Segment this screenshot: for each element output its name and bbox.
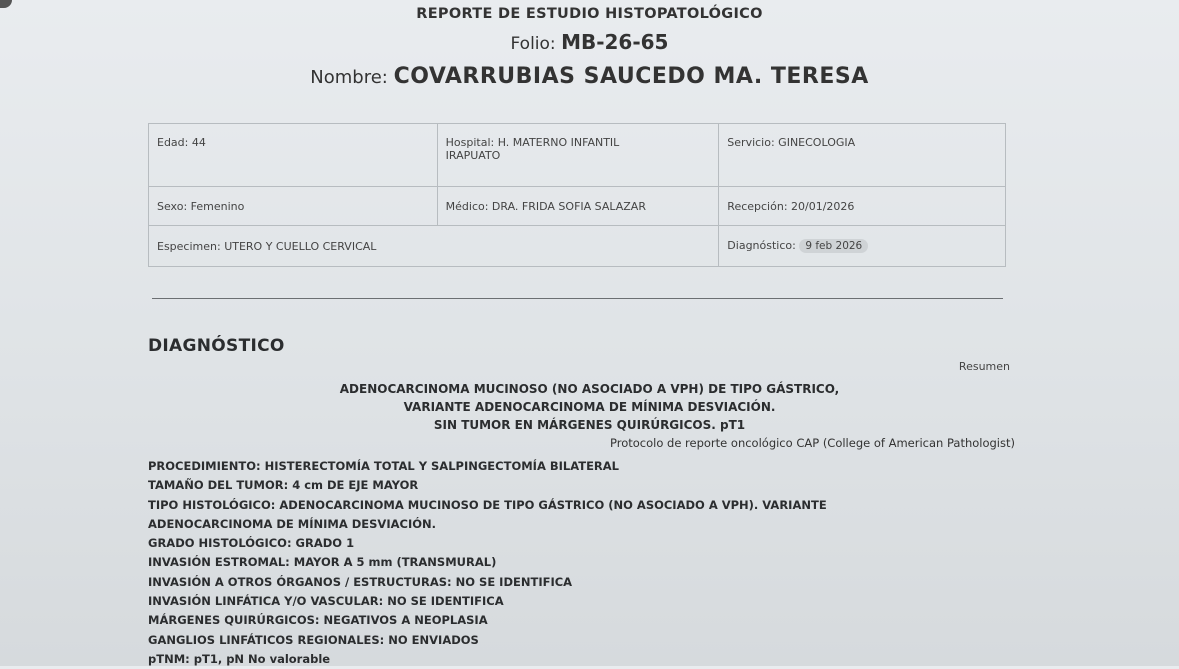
- servicio-cell: Servicio: GINECOLOGIA: [719, 124, 1006, 187]
- diagnosis-line-3: SIN TUMOR EN MÁRGENES QUIRÚRGICOS. pT1: [433, 418, 746, 432]
- cap-protocol-note: Protocolo de reporte oncológico CAP (College of American Pathologist): [609, 436, 1015, 450]
- folio: [0, 30, 1179, 54]
- field-grado-histologico: GRADO HISTOLÓGICO: GRADO 1: [148, 536, 355, 551]
- medico-cell: Médico: DRA. FRIDA SOFIA SALAZAR: [437, 187, 719, 226]
- section-divider: [152, 298, 1003, 299]
- patient-info-table: [148, 123, 1006, 267]
- nombre-value: COVARRUBIAS SAUCEDO MA. TERESA: [393, 64, 869, 89]
- field-ganglios: GANGLIOS LINFÁTICOS REGIONALES: NO ENVIADOS: [148, 632, 479, 647]
- diagnostico-label: Diagnóstico:: [727, 239, 796, 252]
- field-ptnm: pTNM: pT1, pN No valorable: [148, 651, 331, 666]
- field-margenes: MÁRGENES QUIRÚRGICOS: NEGATIVOS A NEOPLASIA: [148, 613, 488, 628]
- patient-name: [0, 64, 1179, 89]
- folio-label: Folio:: [510, 34, 556, 54]
- edad-cell: Edad: 44: [149, 124, 438, 187]
- diagnostico-date-chip[interactable]: 9 feb 2026: [799, 239, 868, 253]
- field-tipo-histologico: TIPO HISTOLÓGICO: ADENOCARCINOMA MUCINOSO DE TIPO GÁSTRICO (NO ASOCIADO A VPH). VARIANTE: [148, 497, 827, 512]
- field-invasion-organos: INVASIÓN A OTROS ÓRGANOS / ESTRUCTURAS: NO SE IDENTIFICA: [148, 574, 573, 589]
- nombre-label: Nombre:: [310, 67, 388, 88]
- diagnosis-line-2: VARIANTE ADENOCARCINOMA DE MÍNIMA DESVIACIÓN.: [403, 400, 776, 414]
- recepcion-cell: Recepción: 20/01/2026: [719, 187, 1006, 226]
- report-title: REPORTE DE ESTUDIO HISTOPATOLÓGICO: [416, 6, 763, 22]
- especimen-cell: Especimen: UTERO Y CUELLO CERVICAL: [149, 226, 719, 267]
- hospital-line-2: IRAPUATO: [445, 149, 501, 162]
- diagnosis-line-1: ADENOCARCINOMA MUCINOSO (NO ASOCIADO A VPH) DE TIPO GÁSTRICO,: [339, 382, 840, 396]
- field-tamano-tumor: TAMAÑO DEL TUMOR: 4 cm DE EJE MAYOR: [148, 478, 419, 493]
- field-procedimiento: PROCEDIMIENTO: HISTERECTOMÍA TOTAL Y SALPINGECTOMÍA BILATERAL: [148, 459, 620, 473]
- resumen-label: Resumen: [958, 360, 1010, 373]
- field-invasion-linfatica: INVASIÓN LINFÁTICA Y/O VASCULAR: NO SE IDENTIFICA: [148, 594, 504, 609]
- hospital-cell: [437, 124, 719, 187]
- field-invasion-estromal: INVASIÓN ESTROMAL: MAYOR A 5 mm (TRANSMURAL): [148, 555, 497, 570]
- diagnosis-fields: [148, 457, 1048, 669]
- diagnosis-heading: DIAGNÓSTICO: [148, 336, 285, 356]
- sexo-cell: Sexo: Femenino: [149, 187, 438, 226]
- field-tipo-histologico-cont: ADENOCARCINOMA DE MÍNIMA DESVIACIÓN.: [148, 516, 436, 531]
- folio-value: MB-26-65: [561, 30, 669, 54]
- hospital-line-1: Hospital: H. MATERNO INFANTIL: [445, 136, 620, 149]
- diagnostico-date-cell: [719, 226, 1006, 267]
